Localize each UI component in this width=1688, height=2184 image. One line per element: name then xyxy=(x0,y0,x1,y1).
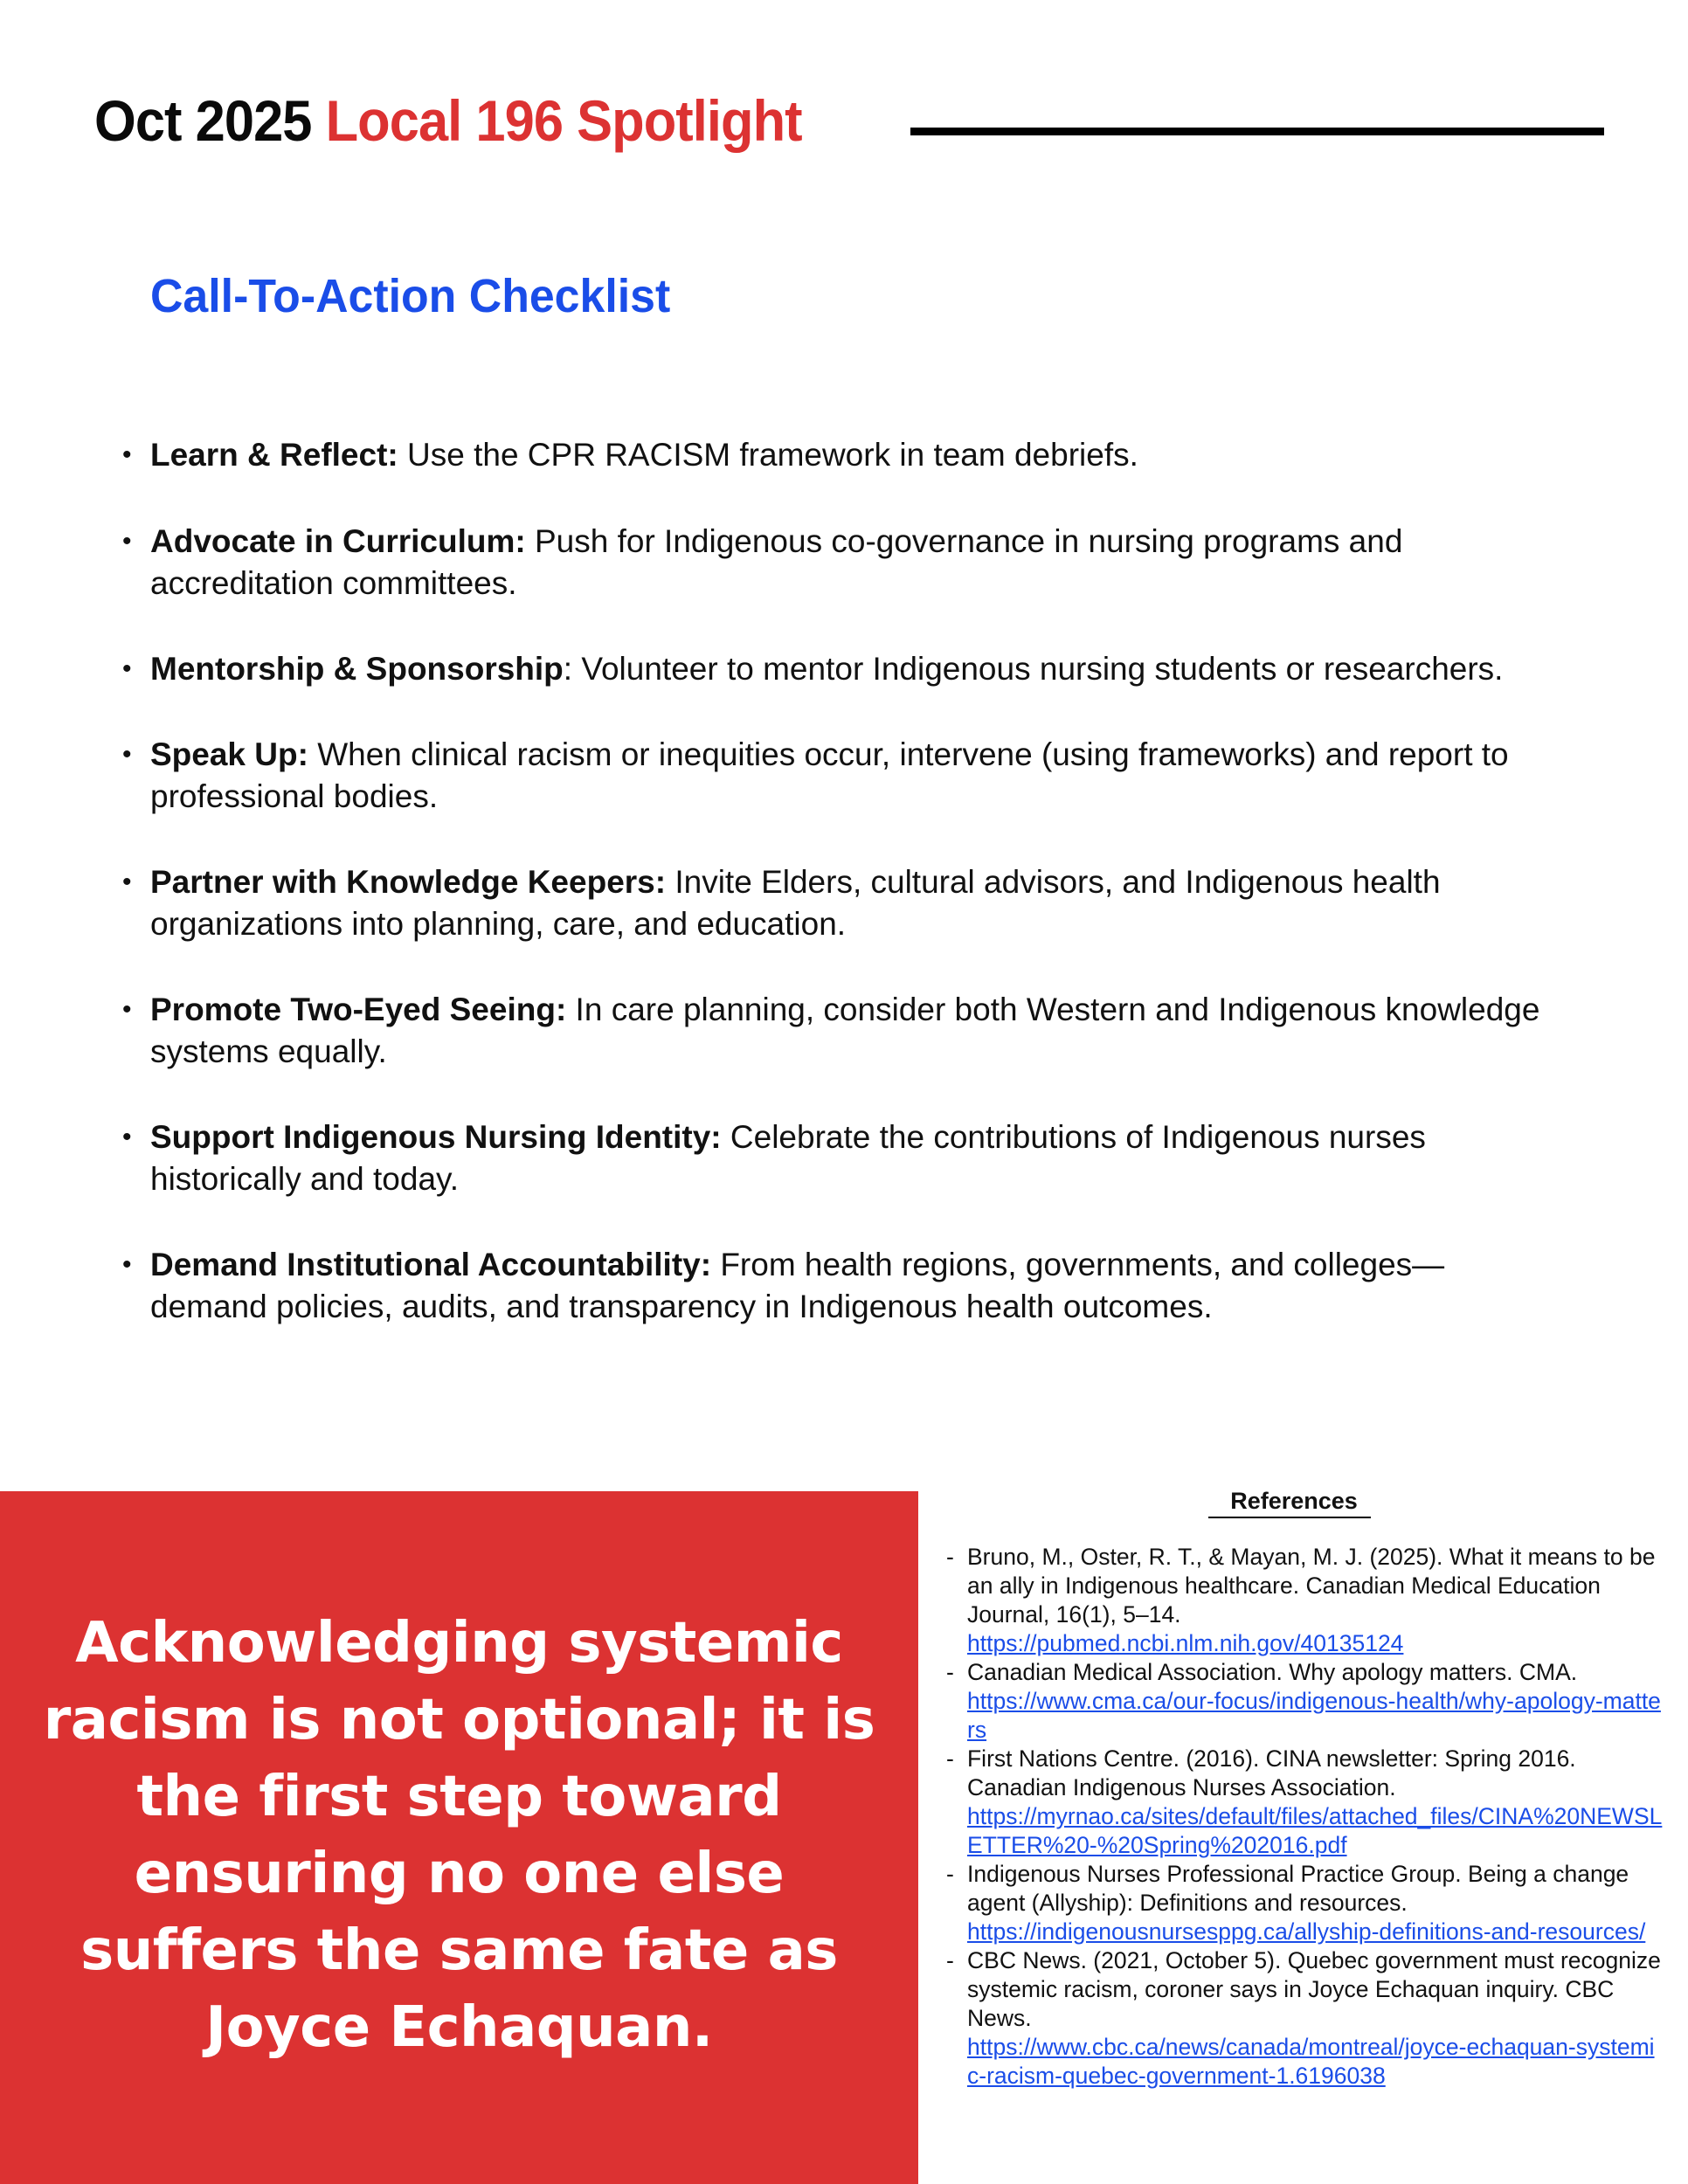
dash-icon: - xyxy=(946,1659,954,1685)
checklist-item xyxy=(119,1116,1552,1200)
checklist-item xyxy=(119,521,1552,605)
bullet-icon: • xyxy=(122,527,132,556)
pull-quote: Acknowledging systemic racism is not optional; it is the first step toward ensuring no one else suffers the same fate as Joyce Echaquan. xyxy=(43,1611,875,2060)
dash-icon: - xyxy=(946,1544,954,1570)
checklist-item xyxy=(119,734,1552,818)
reference-text: Canadian Medical Association. Why apology matters. CMA. xyxy=(967,1659,1578,1685)
checklist-item xyxy=(119,989,1552,1073)
bullet-icon: • xyxy=(122,740,132,769)
checklist-text: When clinical racism or inequities occur, intervene (using frameworks) and report to professional bodies. xyxy=(150,736,1509,814)
checklist-term: Advocate in Curriculum: xyxy=(150,523,526,559)
references-heading: References xyxy=(1208,1485,1371,1518)
reference-text: Indigenous Nurses Professional Practice Group. Being a change agent (Allyship): Definitions and resources. xyxy=(967,1861,1629,1916)
reference-item xyxy=(946,1860,1663,1946)
bullet-icon: • xyxy=(122,1123,132,1151)
reference-link[interactable]: https://pubmed.ncbi.nlm.nih.gov/40135124 xyxy=(967,1630,1404,1656)
reference-item xyxy=(946,1946,1663,2091)
checklist-term: Promote Two-Eyed Seeing: xyxy=(150,992,567,1027)
checklist-term: Mentorship & Sponsorship xyxy=(150,651,564,687)
checklist-item xyxy=(119,434,1552,476)
pull-quote-box xyxy=(0,1491,918,2184)
reference-link[interactable]: https://www.cma.ca/our-focus/indigenous-health/why-apology-matters xyxy=(967,1688,1661,1743)
reference-link[interactable]: https://myrnao.ca/sites/default/files/attached_files/CINA%20NEWSLETTER%20-%20Spring%202016.pdf xyxy=(967,1803,1663,1858)
reference-item xyxy=(946,1543,1663,1658)
page-title xyxy=(94,86,802,156)
newsletter-name: Local 196 Spotlight xyxy=(325,88,802,153)
checklist-text: : Volunteer to mentor Indigenous nursing students or researchers. xyxy=(563,651,1504,687)
reference-text: CBC News. (2021, October 5). Quebec government must recognize systemic racism, coroner says in Joyce Echaquan inquiry. CBC News. xyxy=(967,1947,1661,2031)
checklist-item xyxy=(119,1244,1552,1328)
dash-icon: - xyxy=(946,1745,954,1772)
checklist xyxy=(119,434,1552,1372)
issue-date: Oct 2025 xyxy=(94,88,312,153)
checklist-text: From health regions, governments, and colleges— demand policies, audits, and transparency in Indigenous health outcomes. xyxy=(150,1247,1445,1324)
bullet-icon: • xyxy=(122,1250,132,1279)
references-section xyxy=(946,1485,1663,2091)
checklist-item xyxy=(119,861,1552,945)
reference-text: First Nations Centre. (2016). CINA newsletter: Spring 2016. Canadian Indigenous Nurses Association. xyxy=(967,1745,1576,1800)
checklist-term: Speak Up: xyxy=(150,736,308,772)
checklist-term: Learn & Reflect: xyxy=(150,437,398,473)
checklist-term: Support Indigenous Nursing Identity: xyxy=(150,1119,722,1155)
dash-icon: - xyxy=(946,1947,954,1973)
checklist-term: Partner with Knowledge Keepers: xyxy=(150,864,667,900)
reference-item xyxy=(946,1745,1663,1860)
checklist-text: In care planning, consider both Western and Indigenous knowledge systems equally. xyxy=(150,992,1540,1069)
bullet-icon: • xyxy=(122,867,132,896)
reference-link[interactable]: https://indigenousnursesppg.ca/allyship-definitions-and-resources/ xyxy=(967,1918,1646,1945)
header-divider xyxy=(910,128,1604,135)
dash-icon: - xyxy=(946,1861,954,1887)
checklist-text: Celebrate the contributions of Indigenous nurses historically and today. xyxy=(150,1119,1426,1197)
checklist-term: Demand Institutional Accountability: xyxy=(150,1247,712,1282)
section-title: Call-To-Action Checklist xyxy=(150,270,671,322)
checklist-text: Invite Elders, cultural advisors, and Indigenous health organizations into planning, care, and education. xyxy=(150,864,1441,942)
bullet-icon: • xyxy=(122,995,132,1024)
checklist-item xyxy=(119,648,1552,690)
bullet-icon: • xyxy=(122,440,132,469)
reference-text: Bruno, M., Oster, R. T., & Mayan, M. J. (2025). What it means to be an ally in Indigenous healthcare. Canadian Medical Education Journal, 16(1), 5–14. xyxy=(967,1544,1656,1628)
checklist-text: Push for Indigenous co-governance in nursing programs and accreditation committees. xyxy=(150,523,1403,601)
checklist-text: Use the CPR RACISM framework in team debriefs. xyxy=(398,437,1138,473)
bullet-icon: • xyxy=(122,654,132,683)
reference-link[interactable]: https://www.cbc.ca/news/canada/montreal/joyce-echaquan-systemic-racism-quebec-government-1.6196038 xyxy=(967,2034,1655,2089)
reference-item xyxy=(946,1658,1663,1745)
